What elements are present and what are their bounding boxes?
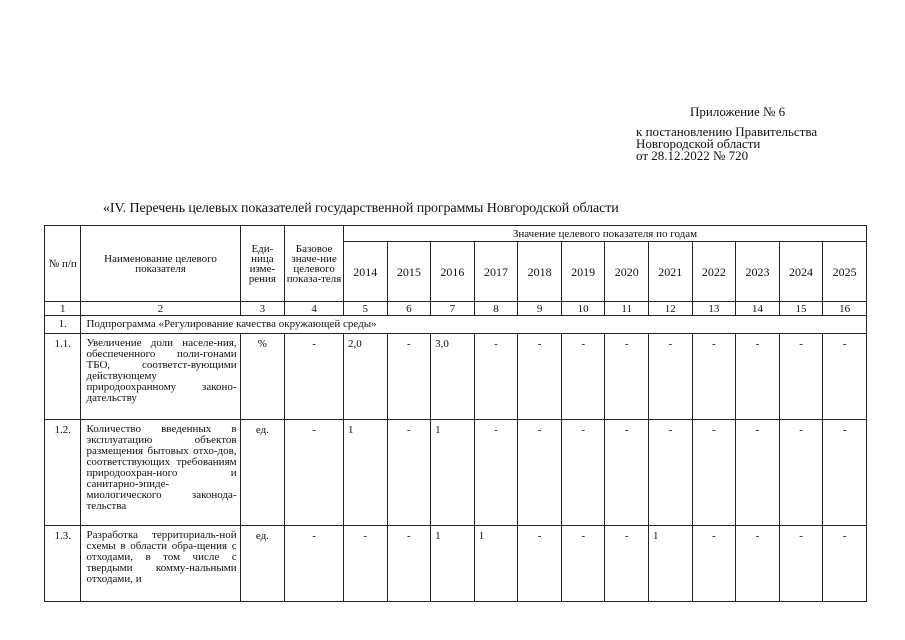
appendix-block xyxy=(636,106,817,162)
subprogram-row xyxy=(45,316,867,334)
document-title: «IV. Перечень целевых показателей государственной программы Новгородской области xyxy=(103,201,619,216)
year-value: 1 xyxy=(474,526,518,602)
header-unit: Еди-ница изме-рения xyxy=(240,226,285,302)
column-index: 5 xyxy=(343,302,387,316)
year-value: 1 xyxy=(431,420,475,526)
year-value: - xyxy=(518,420,562,526)
year-value: - xyxy=(823,420,867,526)
column-index: 3 xyxy=(240,302,285,316)
column-index: 14 xyxy=(736,302,780,316)
header-year: 2024 xyxy=(779,242,823,302)
year-value: - xyxy=(779,526,823,602)
year-value: - xyxy=(561,420,605,526)
year-value: - xyxy=(561,334,605,420)
indicator-row xyxy=(45,334,867,420)
row-number: 1.1. xyxy=(45,334,81,420)
base-value: - xyxy=(285,334,344,420)
column-index: 12 xyxy=(649,302,693,316)
year-value: - xyxy=(387,526,431,602)
column-index-row xyxy=(45,302,867,316)
year-value: - xyxy=(605,420,649,526)
year-value: - xyxy=(605,526,649,602)
year-value: - xyxy=(649,334,693,420)
unit-of-measure: % xyxy=(240,334,285,420)
year-value: - xyxy=(605,334,649,420)
subprogram-number: 1. xyxy=(45,316,81,334)
year-value: - xyxy=(736,420,780,526)
subprogram-label: Подпрограмма «Регулирование качества окружающей среды» xyxy=(81,316,867,334)
year-value: - xyxy=(649,420,693,526)
column-index: 4 xyxy=(285,302,344,316)
year-value: 1 xyxy=(431,526,475,602)
column-index: 9 xyxy=(518,302,562,316)
year-value: - xyxy=(518,334,562,420)
indicators-table xyxy=(44,225,867,602)
indicator-name: Количество введенных в эксплуатацию объектов размещения бытовых отхо-дов, соответствующих требованиям природоохран-ного и санитарно-эпиде-миологического законода-тельства xyxy=(81,420,240,526)
header-year: 2015 xyxy=(387,242,431,302)
unit-of-measure: ед. xyxy=(240,420,285,526)
year-value: 1 xyxy=(649,526,693,602)
year-value: - xyxy=(387,420,431,526)
year-value: 3,0 xyxy=(431,334,475,420)
year-value: - xyxy=(561,526,605,602)
year-value: - xyxy=(823,526,867,602)
appendix-line-1: к постановлению Правительства xyxy=(636,124,818,139)
row-number: 1.2. xyxy=(45,420,81,526)
column-index: 15 xyxy=(779,302,823,316)
base-value: - xyxy=(285,420,344,526)
year-value: - xyxy=(692,526,736,602)
year-value: - xyxy=(736,526,780,602)
year-value: - xyxy=(736,334,780,420)
year-value: - xyxy=(343,526,387,602)
header-year: 2021 xyxy=(649,242,693,302)
unit-of-measure: ед. xyxy=(240,526,285,602)
column-index: 6 xyxy=(387,302,431,316)
header-year: 2014 xyxy=(343,242,387,302)
year-value: - xyxy=(387,334,431,420)
header-year: 2023 xyxy=(736,242,780,302)
base-value: - xyxy=(285,526,344,602)
year-value: - xyxy=(823,334,867,420)
column-index: 7 xyxy=(431,302,475,316)
appendix-line-2: Новгородской области xyxy=(636,136,761,151)
header-year: 2017 xyxy=(474,242,518,302)
header-year: 2019 xyxy=(561,242,605,302)
column-index: 16 xyxy=(823,302,867,316)
column-index: 2 xyxy=(81,302,240,316)
indicator-row xyxy=(45,526,867,602)
header-year: 2016 xyxy=(431,242,475,302)
column-index: 10 xyxy=(561,302,605,316)
column-index: 13 xyxy=(692,302,736,316)
year-value: 2,0 xyxy=(343,334,387,420)
header-name: Наименование целевого показателя xyxy=(81,226,240,302)
header-year: 2020 xyxy=(605,242,649,302)
header-base: Базовое значе-ние целевого показа-теля xyxy=(285,226,344,302)
indicator-name: Увеличение доли населе-ния, обеспеченного поли-гонами ТБО, соответст-вующими действующему природоохранному законо-дательству xyxy=(81,334,240,420)
indicator-row xyxy=(45,420,867,526)
header-num: № п/п xyxy=(45,226,81,302)
header-year: 2022 xyxy=(692,242,736,302)
appendix-line-3: от 28.12.2022 № 720 xyxy=(636,148,749,163)
header-years-group: Значение целевого показателя по годам xyxy=(343,226,866,242)
year-value: - xyxy=(474,334,518,420)
year-value: - xyxy=(692,420,736,526)
column-index: 1 xyxy=(45,302,81,316)
year-value: - xyxy=(518,526,562,602)
header-year: 2018 xyxy=(518,242,562,302)
header-year: 2025 xyxy=(823,242,867,302)
column-index: 11 xyxy=(605,302,649,316)
year-value: 1 xyxy=(343,420,387,526)
year-value: - xyxy=(474,420,518,526)
appendix-number: Приложение № 6 xyxy=(690,104,786,119)
year-value: - xyxy=(692,334,736,420)
row-number: 1.3. xyxy=(45,526,81,602)
year-value: - xyxy=(779,334,823,420)
year-value: - xyxy=(779,420,823,526)
indicator-name: Разработка территориаль-ной схемы в области обра-щения с отходами, в том числе с твердыми комму-нальными отходами, и xyxy=(81,526,240,602)
column-index: 8 xyxy=(474,302,518,316)
